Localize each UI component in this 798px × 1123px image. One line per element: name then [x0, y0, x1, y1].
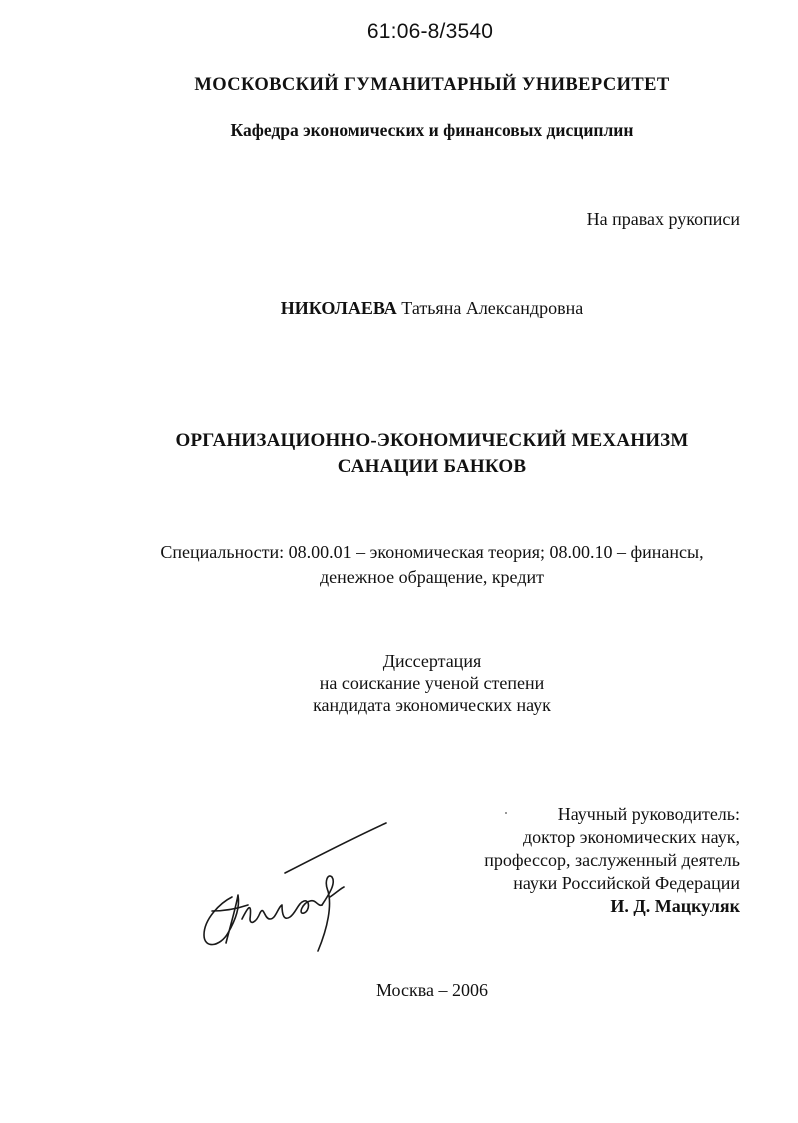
author-given-names: Татьяна Александровна [401, 298, 584, 318]
author-signature [190, 815, 390, 965]
department-name: Кафедра экономических и финансовых дисциплин [230, 120, 634, 140]
degree-line-2: на соискание ученой степени [319, 673, 545, 693]
specialties-line-2: денежное обращение, кредит [320, 567, 544, 587]
specialties [0, 540, 798, 590]
supervisor-name: И. Д. Мацкуляк [610, 896, 740, 916]
supervisor-line-3: профессор, заслуженный деятель [484, 850, 740, 870]
author-name [0, 298, 798, 319]
specialties-line-1: Специальности: 08.00.01 – экономическая теория; 08.00.10 – финансы, [160, 542, 704, 562]
degree-line-3: кандидата экономических наук [313, 695, 551, 715]
title-line-2: САНАЦИИ БАНКОВ [337, 456, 527, 477]
university-name: МОСКОВСКИЙ ГУМАНИТАРНЫЙ УНИВЕРСИТЕТ [194, 75, 670, 95]
manuscript-note: На правах рукописи [586, 209, 740, 229]
degree-statement [0, 650, 798, 716]
supervisor-line-1: Научный руководитель: [557, 804, 740, 824]
supervisor-line-4: науки Российской Федерации [513, 873, 740, 893]
supervisor-block [484, 803, 740, 918]
catalog-number: 61:06-8/3540 [366, 20, 494, 43]
city-year: Москва – 2006 [376, 980, 488, 1000]
author-surname: НИКОЛАЕВА [280, 298, 397, 318]
dissertation-title [0, 428, 798, 480]
degree-line-1: Диссертация [382, 651, 482, 671]
supervisor-line-2: доктор экономических наук, [523, 827, 740, 847]
title-line-1: ОРГАНИЗАЦИОННО-ЭКОНОМИЧЕСКИЙ МЕХАНИЗМ [175, 430, 689, 451]
